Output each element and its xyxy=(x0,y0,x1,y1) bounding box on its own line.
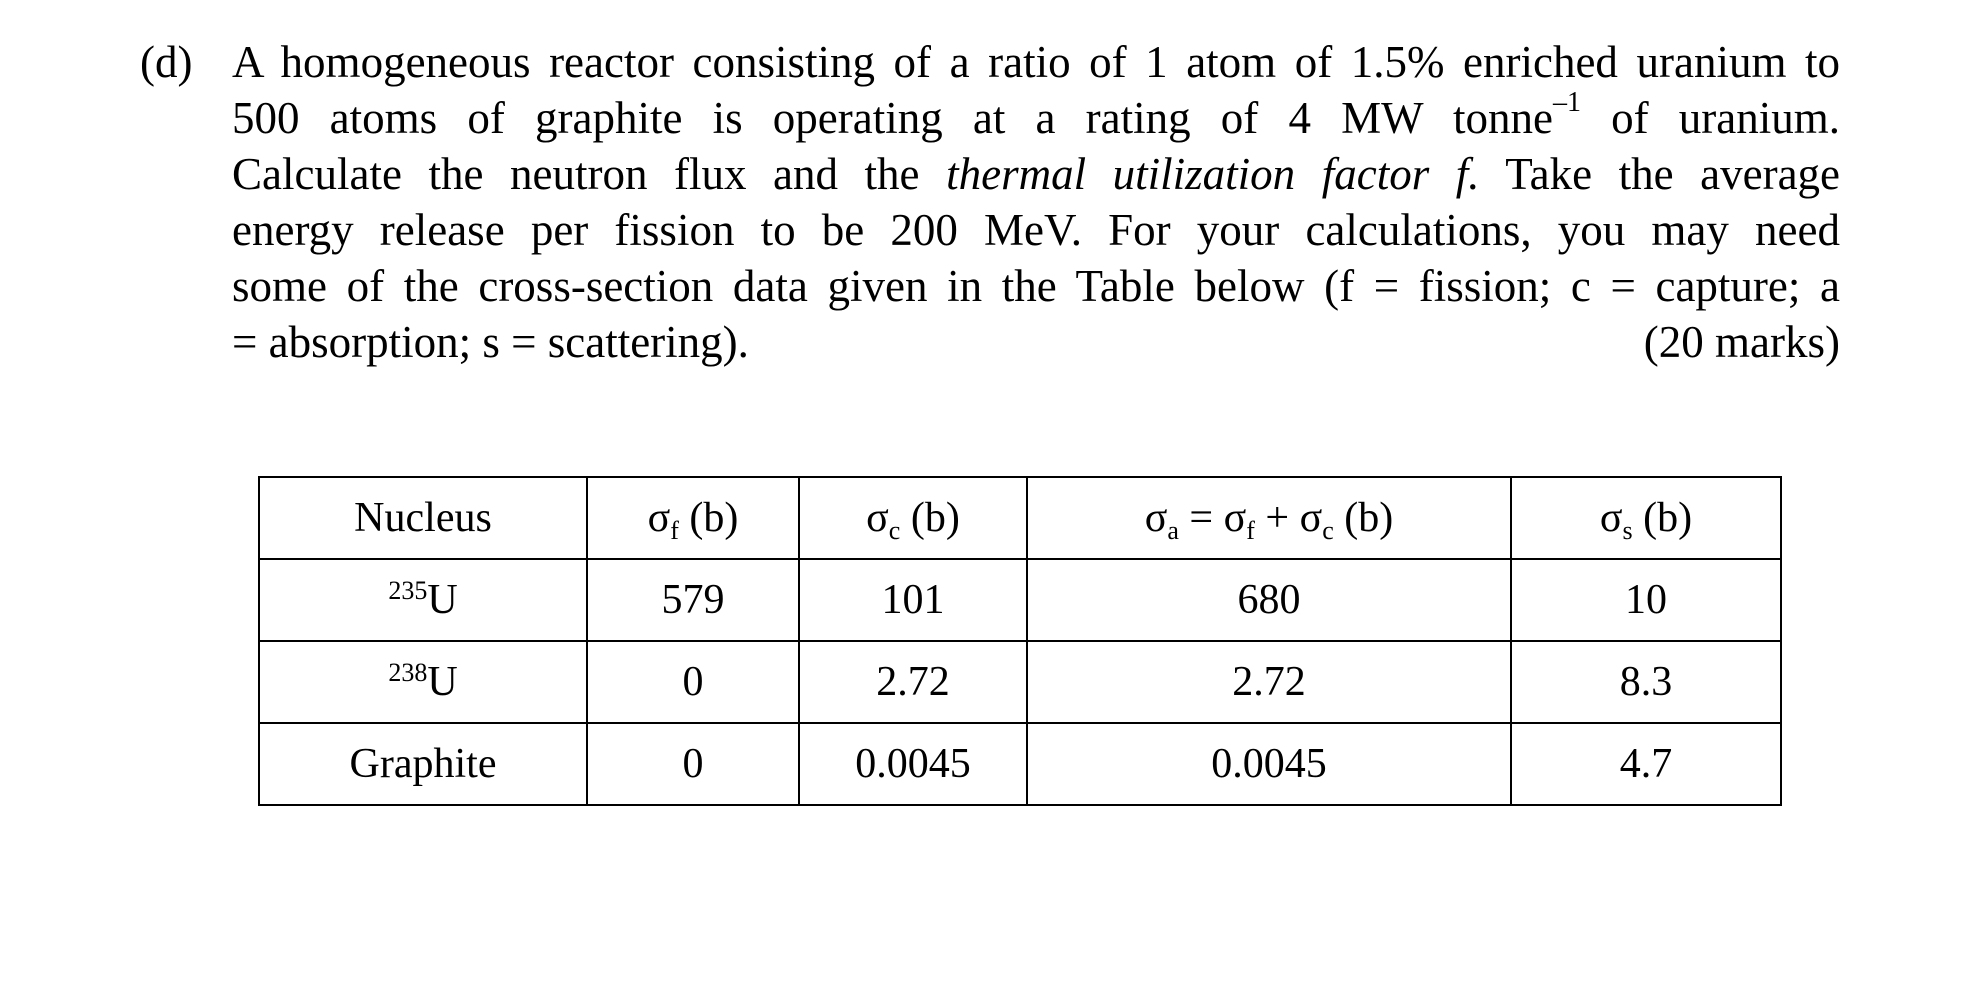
subscript: f xyxy=(1246,516,1255,545)
cell-sigma-c: 101 xyxy=(799,559,1027,641)
marks-label: (20 marks) xyxy=(1643,317,1840,367)
superscript-minus-one: –1 xyxy=(1552,90,1581,118)
definitions-end: = absorption; s = scattering). xyxy=(232,317,749,367)
element-symbol: U xyxy=(427,577,458,623)
cell-sigma-s: 10 xyxy=(1511,559,1781,641)
question-text xyxy=(232,34,1840,370)
question-line-2 xyxy=(232,90,1840,146)
average-text: Take the average xyxy=(1505,149,1840,199)
rating-text: 500 atoms of graphite is operating at a rating of 4 MW tonne xyxy=(232,93,1553,143)
thermal-utilization-term: thermal utilization factor f. xyxy=(946,149,1480,199)
sigma-symbol: σ xyxy=(866,495,889,541)
question-label: (d) xyxy=(140,37,193,87)
mass-number: 238 xyxy=(388,658,428,687)
flux-text: Calculate the neutron flux and the xyxy=(232,149,920,199)
header-sigma-a xyxy=(1027,477,1511,559)
cell-sigma-a: 680 xyxy=(1027,559,1511,641)
subscript: c xyxy=(1322,516,1334,545)
sigma-symbol: σ xyxy=(647,495,671,541)
unit: (b) xyxy=(1333,495,1394,541)
nucleus-u238 xyxy=(259,641,587,723)
cross-section-table xyxy=(258,476,1782,806)
subscript: f xyxy=(670,516,679,545)
subscript: s xyxy=(1622,516,1633,545)
question-line-1: A homogeneous reactor consisting of a ratio of 1 atom of 1.5% enriched uranium to xyxy=(232,37,1840,87)
question-line-5: some of the cross-section data given in the Table below (f = fission; c = capture; a xyxy=(232,261,1840,311)
question-line-6 xyxy=(232,314,1840,370)
table-row xyxy=(259,723,1781,805)
plus-sigma: + σ xyxy=(1254,495,1323,541)
mass-number: 235 xyxy=(388,576,428,605)
unit: (b) xyxy=(678,495,739,541)
cell-sigma-s: 8.3 xyxy=(1511,641,1781,723)
equals-sigma: = σ xyxy=(1178,495,1247,541)
subscript: a xyxy=(1167,516,1179,545)
cell-sigma-f: 0 xyxy=(587,641,799,723)
header-sigma-f xyxy=(587,477,799,559)
cell-sigma-s: 4.7 xyxy=(1511,723,1781,805)
cell-sigma-f: 0 xyxy=(587,723,799,805)
question-line-4: energy release per fission to be 200 MeV. For your calculations, you may need xyxy=(232,205,1840,255)
sigma-symbol: σ xyxy=(1599,495,1623,541)
cell-sigma-a: 0.0045 xyxy=(1027,723,1511,805)
question-line-3 xyxy=(232,146,1840,202)
nucleus-graphite: Graphite xyxy=(259,723,587,805)
header-sigma-s xyxy=(1511,477,1781,559)
cell-sigma-a: 2.72 xyxy=(1027,641,1511,723)
sigma-symbol: σ xyxy=(1144,495,1168,541)
table-row xyxy=(259,559,1781,641)
element-symbol: U xyxy=(427,659,458,705)
header-nucleus: Nucleus xyxy=(259,477,587,559)
rating-unit-text: of uranium. xyxy=(1611,93,1840,143)
nucleus-u235 xyxy=(259,559,587,641)
table-header-row xyxy=(259,477,1781,559)
unit: (b) xyxy=(1632,495,1693,541)
cell-sigma-c: 0.0045 xyxy=(799,723,1027,805)
header-sigma-c xyxy=(799,477,1027,559)
unit: (b) xyxy=(900,495,960,541)
table-row xyxy=(259,641,1781,723)
subscript: c xyxy=(888,516,901,545)
cell-sigma-f: 579 xyxy=(587,559,799,641)
cell-sigma-c: 2.72 xyxy=(799,641,1027,723)
